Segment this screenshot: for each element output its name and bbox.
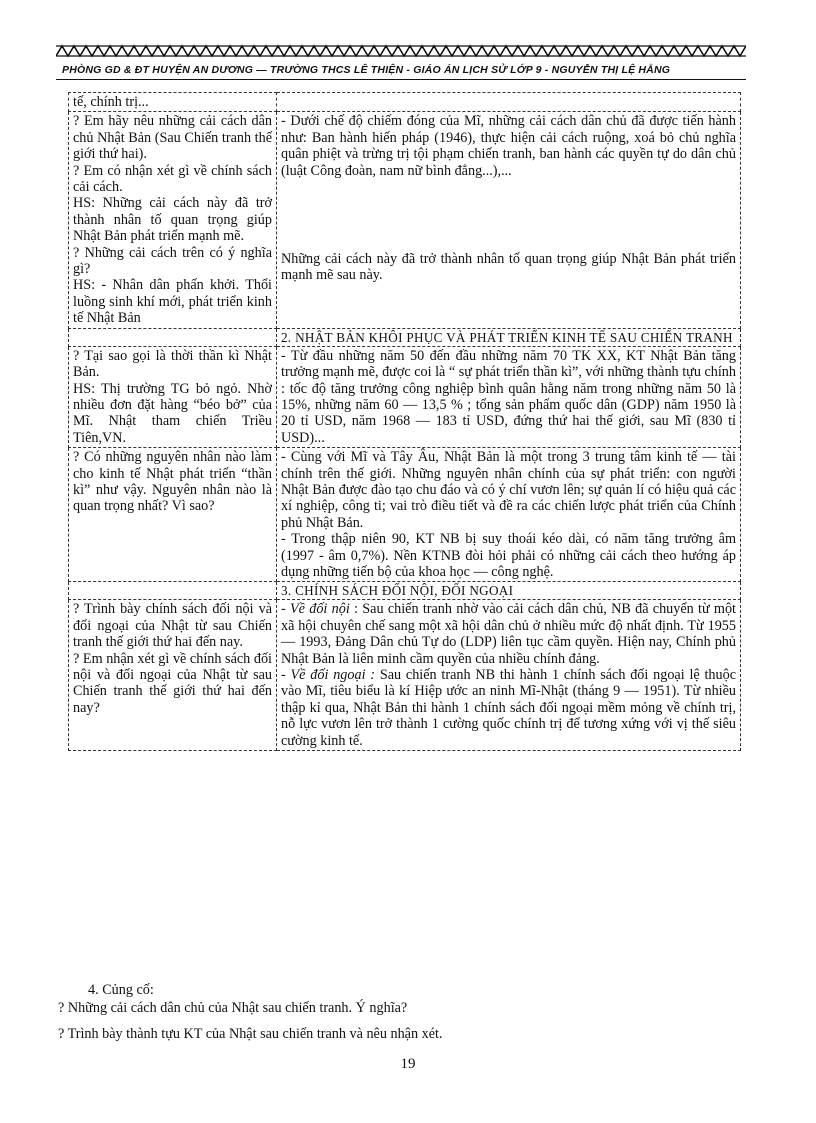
section-heading: 3. CHÍNH SÁCH ĐỐI NỘI, ĐỐI NGOẠI — [281, 583, 514, 599]
content-text: - Từ đầu những năm 50 đến đầu những năm 70 TK XX, KT Nhật Bản tăng trưởng mạnh mẽ, được coi là “ sự phát triển thần kì”, với những thành tựu chính : tốc độ tăng trưởng công nghiệp bình quân hằng năm trong những năm 50 là 15%, những năm 60 — 13,5 % ; tổng sản phẩm quốc dân (GDP) năm 1950 là 20 tỉ USD, năm 1968 — 183 tỉ USD, đứng thứ hai thế giới, sau Mĩ (830 tỉ USD)... — [281, 347, 736, 446]
answer-text: HS: - Nhân dân phấn khởi. Thổi luồng sinh khí mới, phát triển kinh tế Nhật Bản — [73, 277, 272, 327]
consolidation-heading: 4. Củng cố: — [88, 982, 154, 998]
consolidation-question: ? Những cải cách dân chủ của Nhật sau chiến tranh. Ý nghĩa? — [58, 1000, 408, 1016]
table-row — [69, 328, 741, 346]
table-row — [69, 600, 741, 751]
label-foreign: - Về đối ngoại : — [281, 667, 376, 683]
right-cell — [277, 328, 741, 346]
header-rule — [56, 79, 746, 80]
content-text: - Dưới chế độ chiếm đóng của Mĩ, những cải cách dân chủ đã được tiến hành như: Ban hành hiến pháp (1946), thực hiện cải cách ruộng, xoá bỏ chủ nghĩa quân phiệt và trừng trị tội phạm chiến tranh, ban hành các quyền tự do dân chủ (luật Công đoàn, nam nữ bình đẳng...),... — [281, 113, 736, 179]
left-cell — [69, 328, 277, 346]
content-text: - Trong thập niên 90, KT NB bị suy thoái kéo dài, có năm tăng trưởng âm (1997 - âm 0,7%). Nền KTNB đòi hỏi phải có những cải cách theo hướng áp dụng những tiến bộ của khoa học — công nghệ. — [281, 531, 736, 580]
cell-text: tế, chính trị... — [73, 94, 149, 110]
content-text: : Sau chiến tranh nhờ vào cải cách dân chủ, NB đã chuyển từ một xã hội chuyên chế sang một xã hội dân chủ ở nhiều mức độ nhất định. Từ 1955 — 1993, Đảng Dân chủ Tự do (LDP) liên tục cầm quyền. Hiện nay, Chính phủ Nhật Bản là liên minh cầm quyền của nhiều chính đảng. — [281, 601, 736, 667]
blank-space — [281, 179, 736, 251]
right-cell — [277, 582, 741, 600]
content-text: Những cải cách này đã trở thành nhân tố quan trọng giúp Nhật Bản phát triển mạnh mẽ sau này. — [281, 251, 736, 284]
left-cell — [69, 112, 277, 328]
page-number: 19 — [400, 1056, 416, 1072]
table-row — [69, 582, 741, 600]
right-cell — [277, 93, 741, 112]
section-heading: 2. NHẬT BẢN KHÔI PHỤC VÀ PHÁT TRIỂN KINH TẾ SAU CHIẾN TRANH — [281, 329, 733, 345]
table-row — [69, 93, 741, 112]
question-text: ? Có những nguyên nhân nào làm cho kinh tế Nhật phát triển “thần kì” như vậy. Nguyên nhân nào là quan trọng nhất? Vì sao? — [73, 449, 272, 515]
right-cell — [277, 600, 741, 751]
table-row — [69, 448, 741, 582]
content-text: - Cùng với Mĩ và Tây Âu, Nhật Bản là một trong 3 trung tâm kinh tế — tài chính trên thế giới. Những nguyên nhân chính của sự phát triển: con người Nhật Bản được đào tạo chu đáo và có ý chí vươn lên; sự quản lí có hiệu quả các xí nghiệp, công ti; vai trò điều tiết và đề ra các chiến lược phát triển của Chính phủ Nhật Bản. — [281, 449, 736, 531]
answer-text: HS: Những cải cách này đã trở thành nhân tố quan trọng giúp Nhật Bản phát triển mạnh mẽ. — [73, 195, 272, 245]
question-text: ? Những cải cách trên có ý nghĩa gì? — [73, 244, 272, 278]
left-cell — [69, 448, 277, 582]
content-paragraph — [281, 601, 736, 667]
question-text: ? Em có nhận xét gì về chính sách cải cách. — [73, 162, 272, 196]
table-row — [69, 346, 741, 447]
decorative-border — [56, 44, 746, 58]
lesson-table — [68, 92, 741, 751]
question-text: ? Em hãy nêu những cải cách dân chủ Nhật Bản (Sau Chiến tranh thế giới thứ hai). — [73, 113, 272, 163]
left-cell — [69, 346, 277, 447]
left-cell — [69, 93, 277, 112]
right-cell — [277, 112, 741, 328]
left-cell — [69, 582, 277, 600]
consolidation-question: ? Trình bày thành tựu KT của Nhật sau chiến tranh và nêu nhận xét. — [58, 1026, 443, 1042]
right-cell — [277, 448, 741, 582]
content-paragraph — [281, 667, 736, 749]
table-row — [69, 112, 741, 328]
answer-text: HS: Thị trường TG bỏ ngỏ. Nhờ nhiều đơn đặt hàng “béo bở” của Mĩ. Nhật tham chiến Triều Tiên,VN. — [73, 380, 272, 446]
header-text: PHÒNG GD & ĐT HUYỆN AN DƯƠNG — TRƯỜNG THCS LÊ THIỆN - GIÁO ÁN LỊCH SỬ LỚP 9 - NGUYỄN THỊ LỆ HẰNG — [62, 64, 671, 76]
content-text: Sau chiến tranh NB thi hành 1 chính sách đối ngoại lệ thuộc vào Mĩ, tiêu biểu là kí Hiệp ước an ninh Mĩ-Nhật (tháng 9 — 1951). Từ nhiều thập kỉ qua, Nhật Bản thi hành 1 chính sách đối ngoại mềm mỏng về chính trị, nỗ lực vươn lên trở thành 1 cường quốc chính trị để tương xứng với vị thế siêu cường kinh tế. — [281, 667, 736, 749]
left-cell — [69, 600, 277, 751]
label-domestic: - Về đối nội — [281, 601, 350, 618]
question-text: ? Trình bày chính sách đối nội và đối ngoại của Nhật từ sau Chiến tranh thế giới thứ hai đến nay. — [73, 601, 272, 651]
page-header — [56, 44, 746, 84]
right-cell — [277, 346, 741, 447]
question-text: ? Em nhận xét gì về chính sách đối nội và đối ngoại của Nhật từ sau Chiến tranh thế giới thứ hai đến nay? — [73, 650, 272, 716]
question-text: ? Tại sao gọi là thời thần kì Nhật Bản. — [73, 347, 272, 381]
